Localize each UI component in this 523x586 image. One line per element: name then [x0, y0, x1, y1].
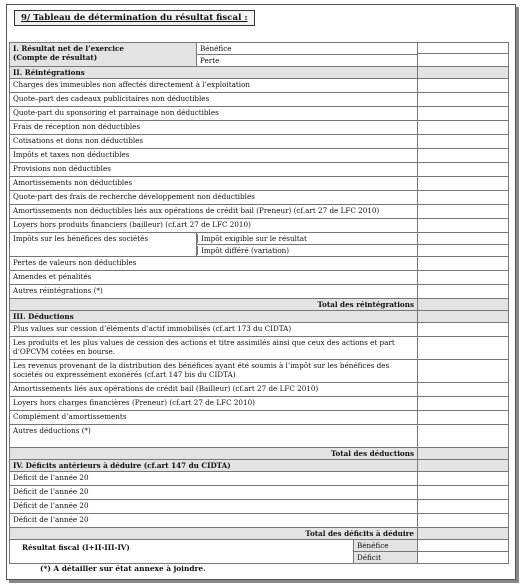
ibs-label: Impôts sur les bénéfices des sociétés [10, 233, 197, 257]
value-cell[interactable] [418, 245, 509, 257]
value-cell[interactable] [418, 149, 509, 163]
deficit-row: Déficit de l’année 20 [10, 500, 418, 514]
value-cell[interactable] [418, 360, 509, 383]
total-deficits-value[interactable] [418, 528, 509, 540]
benefice-value-cell[interactable] [418, 43, 508, 54]
reintegration-row: Quote-part des frais de recherche développement non déductibles [10, 191, 418, 205]
total-deductions-label: Total des déductions [10, 448, 418, 460]
perte-label: Perte [197, 55, 417, 66]
footnote: (*) A détailler sur état annexe à joindre. [40, 564, 206, 573]
deduction-row: Loyers hors charges financières (Preneur) (cf.art 27 de LFC 2010) [10, 397, 418, 411]
section-3-header: III. Déductions [10, 311, 418, 323]
value-cell[interactable] [418, 107, 509, 121]
section-2-header: II. Réintégrations [10, 67, 418, 79]
value-cell[interactable] [418, 191, 509, 205]
value-cell[interactable] [418, 93, 509, 107]
value-cell[interactable] [418, 411, 509, 425]
resultat-deficit-label: Déficit [354, 552, 418, 564]
resultat-benefice-label: Bénéfice [354, 540, 418, 552]
deficit-row: Déficit de l’année 20 [10, 472, 418, 486]
reintegration-row: Frais de réception non déductibles [10, 121, 418, 135]
value-cell[interactable] [418, 79, 509, 93]
deduction-row: Plus values sur cession d’éléments d’actif immobilisés (cf.art 173 du CIDTA) [10, 323, 418, 337]
value-cell[interactable] [418, 323, 509, 337]
reintegration-row: Pertes de valeurs non déductibles [10, 257, 418, 271]
deduction-row: Complément d’amortissements [10, 411, 418, 425]
deduction-row: Les revenus provenant de la distribution des bénéfices ayant été soumis à l’impôt sur les bénéfices des sociétés ou expressément exonérés (cf.art 147 bis du CIDTA) [10, 360, 418, 383]
section-1-label: I. Résultat net de l’exercice (Compte de résultat) [10, 43, 197, 67]
value-cell[interactable] [418, 514, 509, 528]
reintegration-row: Amortissements non déductibles [10, 177, 418, 191]
value-cell[interactable] [418, 271, 509, 285]
value-cell[interactable] [418, 337, 509, 360]
value-cell[interactable] [418, 500, 509, 514]
deduction-row: Autres déductions (*) [10, 425, 418, 448]
total-reintegrations-value[interactable] [418, 299, 509, 311]
deduction-row: Les produits et les plus values de cession des actions et titre assimilés ainsi que ceux des actions et part d’OPCVM cotées en bourse. [10, 337, 418, 360]
resultat-fiscal-label: Résultat fiscal (I+II-III-IV) [10, 540, 354, 564]
value-cell[interactable] [418, 135, 509, 149]
reintegration-row: Quote–part des cadeaux publicitaires non déductibles [10, 93, 418, 107]
section-4-header: IV. Déficits antérieurs à déduire (cf.art 147 du CIDTA) [10, 460, 418, 472]
value-cell[interactable] [418, 121, 509, 135]
ibs-differe-label: Impôt différé (variation) [197, 246, 289, 255]
ibs-exigible-label: Impôt exigible sur le résultat [197, 234, 307, 243]
deduction-row: Amortissements liés aux opérations de crédit bail (Bailleur) (cf.art 27 de LFC 2010) [10, 383, 418, 397]
total-deductions-value[interactable] [418, 448, 509, 460]
value-cell[interactable] [418, 233, 509, 245]
page-title: 9/ Tableau de détermination du résultat fiscal : [14, 10, 255, 26]
value-cell[interactable] [418, 425, 509, 448]
benefice-label: Bénéfice [197, 43, 417, 55]
reintegration-row: Provisions non déductibles [10, 163, 418, 177]
value-cell[interactable] [418, 285, 509, 299]
value-cell[interactable] [418, 486, 509, 500]
value-cell[interactable] [418, 219, 509, 233]
fiscal-result-table [9, 42, 509, 564]
reintegration-row: Charges des immeubles non affectés directement à l’exploitation [10, 79, 418, 93]
value-cell[interactable] [418, 472, 509, 486]
value-cell[interactable] [418, 397, 509, 411]
reintegration-row: Amortissements non déductibles liés aux opérations de crédit bail (Preneur) (cf.art 27 de LFC 2010) [10, 205, 418, 219]
deficit-row: Déficit de l’année 20 [10, 514, 418, 528]
value-cell[interactable] [418, 257, 509, 271]
reintegration-row: Loyers hors produits financiers (bailleur) (cf.art 27 de LFC 2010) [10, 219, 418, 233]
resultat-deficit-value[interactable] [418, 552, 509, 564]
value-cell[interactable] [418, 177, 509, 191]
deficit-row: Déficit de l’année 20 [10, 486, 418, 500]
value-cell[interactable] [418, 383, 509, 397]
reintegration-row: Impôts et taxes non déductibles [10, 149, 418, 163]
reintegration-row: Autres réintégrations (*) [10, 285, 418, 299]
reintegration-row: Quote-part du sponsoring et parrainage non déductibles [10, 107, 418, 121]
value-cell[interactable] [418, 163, 509, 177]
reintegration-row: Amendes et pénalités [10, 271, 418, 285]
value-cell[interactable] [418, 205, 509, 219]
total-deficits-label: Total des déficits à déduire [10, 528, 418, 540]
total-reintegrations-label: Total des réintégrations [10, 299, 418, 311]
resultat-benefice-value[interactable] [418, 540, 509, 552]
reintegration-row: Cotisations et dons non déductibles [10, 135, 418, 149]
perte-value-cell[interactable] [418, 54, 508, 63]
